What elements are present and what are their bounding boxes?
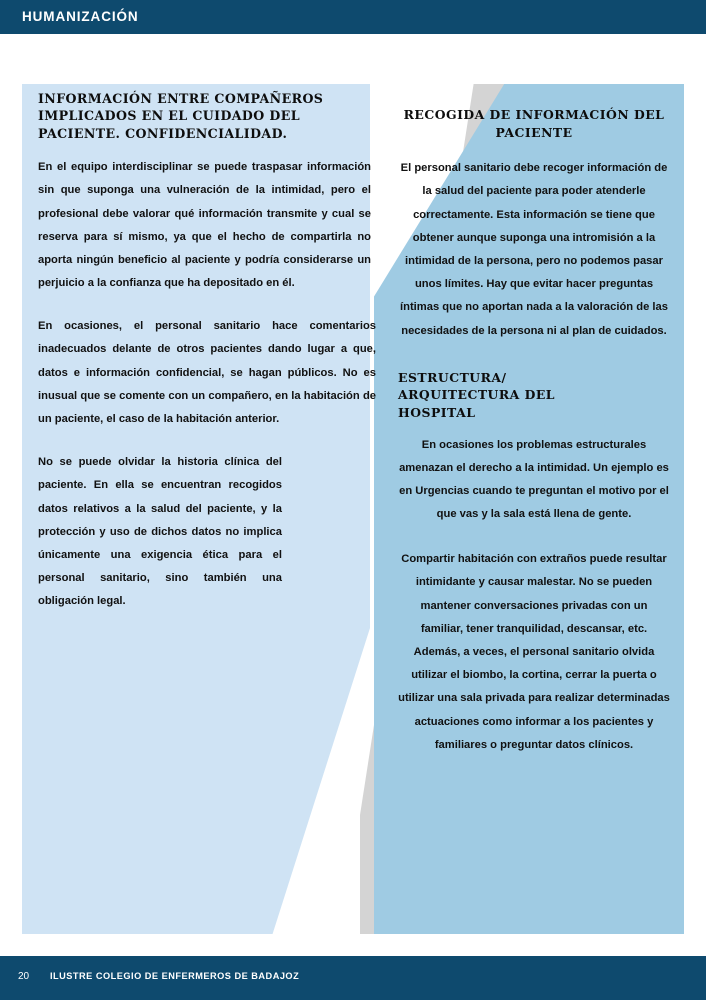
left-column-heading: INFORMACIÓN ENTRE COMPAÑEROS IMPLICADOS EN EL CUIDADO DEL PACIENTE. CONFIDENCIALIDAD. <box>38 91 324 141</box>
left-paragraph-3: No se puede olvidar la historia clínica del paciente. En ella se encuentran recogidos datos relativos a la salud del paciente, y la protección y uso de dichos datos no implica únicamente una exigencia ética para el personal sanitario, sino también una obligación legal. <box>38 456 282 608</box>
footer-page-number: 20 <box>18 971 30 982</box>
right-paragraph-2: En ocasiones los problemas estructurales amenazan el derecho a la intimidad. Un ejemplo es en Urgencias cuando te preguntan el motivo por el que vas y la sala está llena de gente. <box>399 438 669 521</box>
right-paragraph-3: Compartir habitación con extraños puede resultar intimidante y causar malestar. No se pueden mantener conversaciones privadas con un familiar, tener tranquilidad, descansar, etc. Además, a veces, el personal sanitario olvida utilizar el biombo, la cortina, cerrar la puerta o utilizar una sala privada para realizar determinadas actuaciones como informar a los pacientes y familiares o preguntar datos clínicos. <box>398 553 670 751</box>
page-header-bar <box>0 0 706 34</box>
right-column-heading-1: RECOGIDA DE INFORMACIÓN DEL PACIENTE <box>403 107 665 140</box>
left-paragraph-1: En el equipo interdisciplinar se puede traspasar información sin que suponga una vulneración de la intimidad, pero el profesional debe valorar qué información transmite y cual se reserva para sí mismo, ya que el hecho de compartirla no aporta ningún beneficio al paciente y podría considerarse un perjuicio a la confianza que ha depositado en él. <box>38 161 371 290</box>
footer-organization-text: ILUSTRE COLEGIO DE ENFERMEROS DE BADAJOZ <box>50 971 300 981</box>
right-text-column <box>398 106 670 779</box>
right-column-heading-2: ESTRUCTURA/ ARQUITECTURA DEL HOSPITAL <box>398 369 555 420</box>
left-text-column <box>38 90 378 634</box>
page-content-area <box>0 34 706 956</box>
page-title: HUMANIZACIÓN <box>22 9 139 24</box>
left-paragraph-2: En ocasiones, el personal sanitario hace comentarios inadecuados delante de otros pacientes dando lugar a que, datos e información confidencial, se hagan públicos. No es inusual que se comente con un compañero, en la habitación de un paciente, el caso de la habitación anterior. <box>38 320 376 425</box>
right-paragraph-1: El personal sanitario debe recoger información de la salud del paciente para poder atenderle correctamente. Esta información se tiene que obtener aunque suponga una intromisión a la intimidad de la persona, pero no podemos pasar unos límites. Hay que evitar hacer preguntas íntimas que no aportan nada a la valoración de las necesidades de la persona ni al plan de cuidados. <box>400 162 668 337</box>
